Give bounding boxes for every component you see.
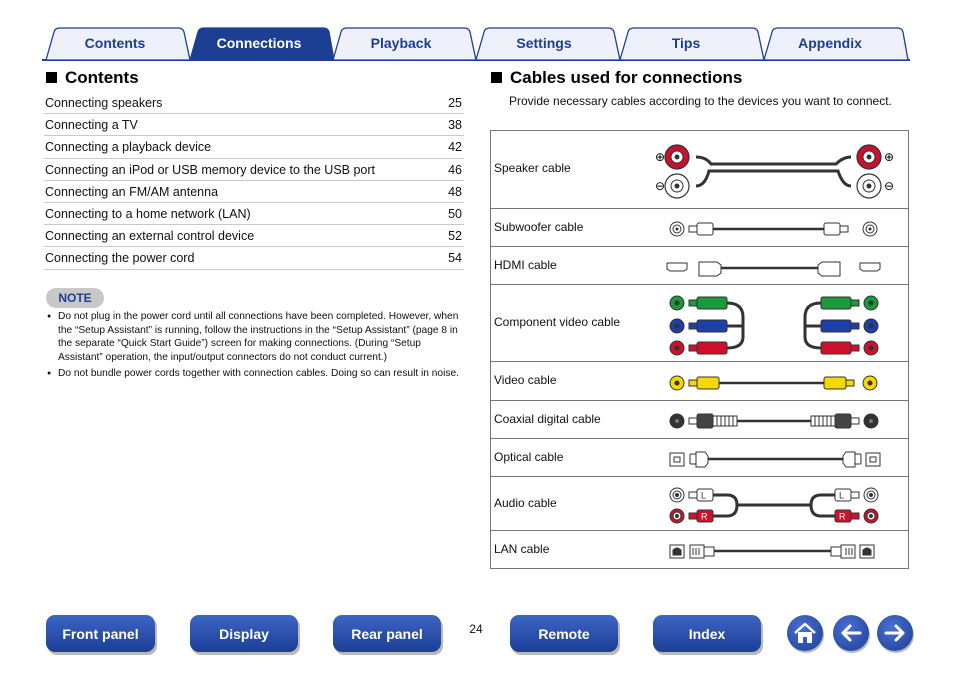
toc-item-page: 54 — [448, 251, 462, 266]
cable-row-lan — [491, 531, 908, 569]
cable-row-video — [491, 362, 908, 401]
toc-item-connecting-tv[interactable] — [44, 114, 464, 136]
arrow-right-icon — [877, 615, 913, 651]
note-list — [46, 310, 464, 384]
cable-label: Coaxial digital cable — [494, 412, 601, 426]
toc-item-label: Connecting the power cord — [45, 251, 195, 266]
tab-connections[interactable]: Connections — [216, 35, 302, 51]
toc-item-page: 46 — [448, 162, 462, 177]
svg-text:⊕: ⊕ — [655, 150, 666, 164]
cable-row-speaker — [491, 131, 908, 209]
cable-row-subwoofer — [491, 209, 908, 247]
top-tab-bar — [42, 27, 910, 62]
toc-item-label: Connecting to a home network (LAN) — [45, 206, 251, 221]
arrow-left-icon — [833, 615, 869, 651]
toc-item-label: Connecting a playback device — [45, 140, 212, 155]
toc-item-page: 50 — [448, 206, 462, 221]
coaxial-cable-icon — [491, 401, 908, 439]
cable-label: Subwoofer cable — [494, 220, 584, 234]
previous-page-button[interactable] — [833, 615, 869, 651]
svg-text:⊖: ⊖ — [884, 179, 895, 193]
video-cable-icon — [491, 362, 908, 401]
toc-item-fm-am-antenna[interactable] — [44, 181, 464, 203]
cable-label: Speaker cable — [494, 161, 571, 175]
cable-row-coaxial — [491, 401, 908, 439]
cable-table — [490, 130, 909, 569]
toc-item-label: Connecting an external control device — [45, 229, 255, 244]
svg-text:⊖: ⊖ — [655, 179, 666, 193]
toc-item-page: 38 — [448, 118, 462, 133]
tab-settings[interactable]: Settings — [516, 35, 572, 51]
cable-label: LAN cable — [494, 542, 550, 556]
hdmi-cable-icon — [491, 247, 908, 285]
cable-label: Component video cable — [494, 315, 621, 329]
optical-cable-icon — [491, 439, 908, 477]
toc-item-home-network[interactable] — [44, 203, 464, 225]
toc-item-label: Connecting an FM/AM antenna — [45, 184, 219, 199]
square-bullet-icon — [46, 72, 57, 83]
display-button[interactable]: Display — [190, 615, 298, 652]
cable-label: HDMI cable — [494, 258, 557, 272]
cables-heading-text: Cables used for connections — [510, 68, 743, 87]
index-button[interactable]: Index — [653, 615, 761, 652]
tab-tips[interactable]: Tips — [671, 35, 701, 51]
page-number: 24 — [469, 622, 483, 636]
toc-item-connecting-speakers[interactable] — [44, 92, 464, 114]
rear-panel-button[interactable]: Rear panel — [333, 615, 441, 652]
cable-row-optical — [491, 439, 908, 477]
toc-item-playback-device[interactable] — [44, 136, 464, 158]
remote-button[interactable]: Remote — [510, 615, 618, 652]
cable-row-hdmi — [491, 247, 908, 285]
front-panel-button[interactable]: Front panel — [46, 615, 155, 652]
toc-item-label: Connecting an iPod or USB memory device to the USB port — [45, 162, 376, 177]
cable-label: Audio cable — [494, 496, 557, 510]
next-page-button[interactable] — [877, 615, 913, 651]
contents-heading-text: Contents — [65, 68, 139, 87]
toc-item-page: 25 — [448, 96, 462, 110]
toc-item-external-control[interactable] — [44, 225, 464, 247]
cables-heading — [491, 67, 742, 89]
tab-playback[interactable]: Playback — [370, 35, 432, 51]
contents-list — [44, 92, 464, 270]
note-item: ● Do not bundle power cords together with connection cables. Doing so can result in noise. — [46, 367, 464, 381]
subwoofer-cable-icon — [491, 209, 908, 247]
toc-item-page: 42 — [448, 140, 462, 155]
toc-item-page: 52 — [448, 229, 462, 244]
toc-item-ipod-usb[interactable] — [44, 159, 464, 181]
cable-label: Video cable — [494, 373, 557, 387]
plug-letter-left: L — [701, 490, 707, 501]
toc-item-page: 48 — [448, 184, 462, 199]
tab-contents[interactable]: Contents — [84, 35, 146, 51]
component-cable-icon — [491, 285, 908, 362]
speaker-cable-icon — [491, 131, 908, 209]
plug-letter-right: R — [701, 511, 708, 522]
cable-row-audio — [491, 477, 908, 531]
tab-appendix[interactable]: Appendix — [798, 35, 862, 51]
home-icon — [787, 615, 823, 651]
contents-heading — [46, 67, 139, 89]
toc-item-label: Connecting speakers — [45, 96, 163, 110]
cables-intro: Provide necessary cables according to the devices you want to connect. — [509, 94, 892, 108]
note-item: ● Do not plug in the power cord until all connections have been completed. However, when the “Setup Assistant” is running, follow the instructions in the “Setup Assistant” (page 8 in the separate “Quick Start Guide”) screen for making connections. (During “Setup Assistant” operation, the input/output connectors do not conduct current.) — [46, 310, 464, 364]
note-badge: NOTE — [46, 288, 104, 308]
toc-item-label: Connecting a TV — [45, 118, 138, 133]
svg-text:⊕: ⊕ — [884, 150, 895, 164]
cable-row-component — [491, 285, 908, 362]
plug-letter-left: L — [839, 490, 845, 501]
home-button[interactable] — [787, 615, 823, 651]
cable-label: Optical cable — [494, 450, 564, 464]
square-bullet-icon — [491, 72, 502, 83]
toc-item-power-cord[interactable] — [44, 247, 464, 269]
audio-cable-icon — [491, 477, 908, 531]
lan-cable-icon — [491, 531, 908, 569]
plug-letter-right: R — [839, 511, 846, 522]
